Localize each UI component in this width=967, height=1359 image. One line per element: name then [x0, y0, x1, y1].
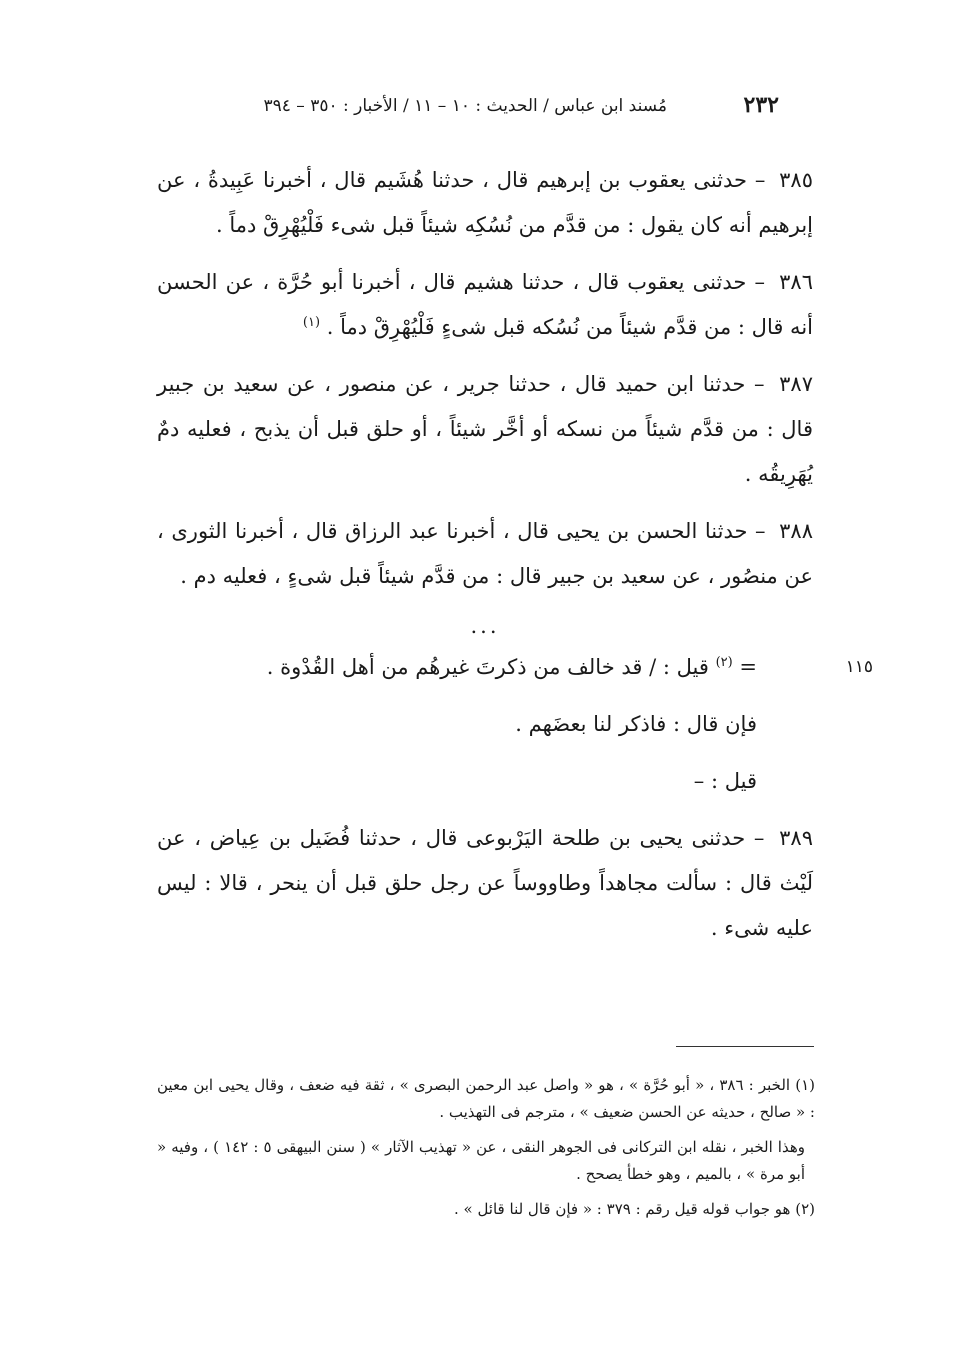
hadith-387: [157, 362, 813, 497]
hadith-386: [157, 260, 813, 350]
footnote-2-ref: (٢): [795, 1200, 815, 1218]
main-text: [157, 158, 873, 963]
footnote-1: [157, 1072, 815, 1126]
hadith-number: ٣٨٨: [779, 519, 813, 543]
dialogue-text: قيل : / قد خالف من ذكرتَ غيرهُم من أهل القُدْوة .: [266, 655, 709, 679]
footnote-2-text: هو جواب قوله قيل رقم : ٣٧٩ : « فإن قال لنا قائل » .: [453, 1200, 791, 1218]
footnote-2: [157, 1196, 815, 1223]
hadith-text: – حدثنى يحيى بن طلحة اليَرْبوعى قال ، حدثنا فُضَيل بن عِياض ، عن لَيْث قال : سألت مجاهداً وطاووساً عن رجل حلق قبل أن ينحر ، قالا : ليس عليه شىء .: [157, 826, 813, 940]
footnote-1-continuation: وهذا الخبر ، نقله ابن التركانى فى الجوهر النقى ، عن « تهذيب الآثار » ( سنن البيهقى ٥ : ١٤٢ ) ، وفيه « أبو مرة » ، بالميم ، وهو خطأ يصحح .: [157, 1138, 805, 1183]
section-separator: ...: [470, 614, 500, 638]
hadith-text: – حدثنى يعقوب بن إبرهيم قال ، حدثنا هُشَيم قال ، أخبرنا عَبِيدةُ ، عن إبرهيم أنه كان يقول : من قدَّم من نُسُكِه شيئاً قبل شىء فَلْيُهْرِقْ دماً .: [157, 168, 813, 237]
footnote-ref-2[interactable]: (٢): [715, 655, 733, 670]
dialogue-line-1: [157, 645, 873, 690]
hadith-number: ٣٨٩: [779, 826, 813, 850]
hadith-number: ٣٨٧: [779, 372, 813, 396]
footnote-1-text: الخبر : ٣٨٦ ، « أبو حُرَّة » ، هو « واصل عبد الرحمن البصرى » ، ثقة فيه ضعف ، وقال يحيى ابن معين : « صالح ، حديثه عن الحسن ضعيف » ، مترجم فى التهذيب .: [157, 1076, 815, 1121]
running-head: مُسند ابن عباس / الحديث : ١٠ – ١١ / الأخبار : ٣٥٠ – ٣٩٤: [263, 96, 667, 116]
hadith-389: [157, 816, 813, 951]
hadith-385: [157, 158, 813, 248]
page-header: [189, 92, 779, 122]
footnotes: [157, 1072, 815, 1231]
hadith-text: – حدثنا ابن حميد قال ، حدثنا جرير ، عن منصور ، عن سعيد بن جبير قال : من قدَّم شيئاً من نسكه أو أخَّر شيئاً ، أو حلق قبل أن يذبح ، فعليه دمٌ يُهَرِيقُه .: [157, 372, 813, 486]
page-number: ٢٣٢: [743, 92, 779, 118]
footnote-ref-1[interactable]: (١): [302, 315, 321, 330]
dialogue-line-2: فإن قال : فاذكر لنا بعضَهم .: [515, 712, 757, 736]
hadith-text: – حدثنى يعقوب قال ، حدثنا هشيم قال ، أخبرنا أبو حُرَّة ، عن الحسن أنه قال : من قدَّم شيئاً من نُسُكه قبل شىءٍ فَلْيُهْرِقْ دماً .: [157, 270, 813, 339]
footnote-1-ref: (١): [795, 1076, 815, 1094]
dialogue-line-3: قيل : –: [693, 769, 757, 793]
hadith-number: ٣٨٦: [779, 270, 813, 294]
continuation-mark: =: [739, 655, 757, 679]
hadith-text: – حدثنا الحسن بن يحيى قال ، أخبرنا عبد الرزاق قال ، أخبرنا الثورى ، عن منصُور ، عن سعيد بن جبير قال : من قدَّم شيئاً قبل شىءٍ ، فعليه دم .: [157, 519, 813, 588]
footnote-divider: [676, 1046, 814, 1047]
hadith-388: [157, 509, 813, 599]
margin-page-number: ١١٥: [845, 657, 873, 677]
hadith-number: ٣٨٥: [779, 168, 813, 192]
